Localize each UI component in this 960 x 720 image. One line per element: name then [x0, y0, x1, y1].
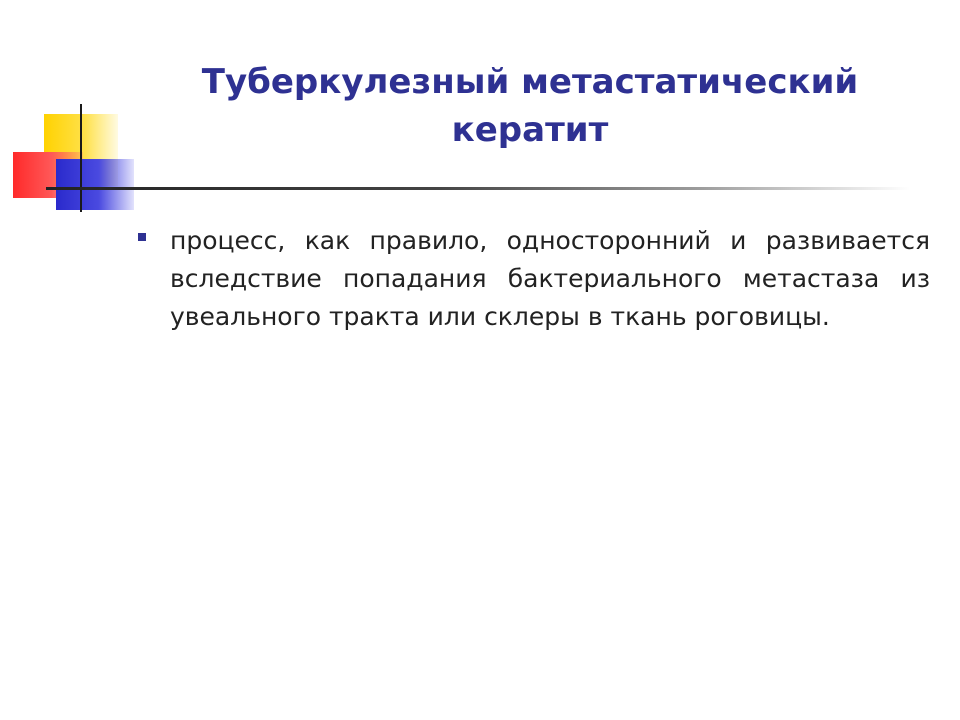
- decor-vertical-line: [80, 104, 82, 212]
- bullet-text: процесс, как правило, односторонний и развивается вследствие попадания бактериального метастаза из увеального тракта или склеры в ткань роговицы.: [170, 226, 930, 331]
- slide-title: Туберкулезный метастатический кератит: [201, 62, 859, 150]
- bullet-item: [134, 222, 930, 336]
- bullet-list: [134, 222, 930, 336]
- decor-blue-square: [56, 159, 134, 210]
- title-divider-line: [46, 187, 910, 190]
- square-bullet-icon: [138, 233, 146, 241]
